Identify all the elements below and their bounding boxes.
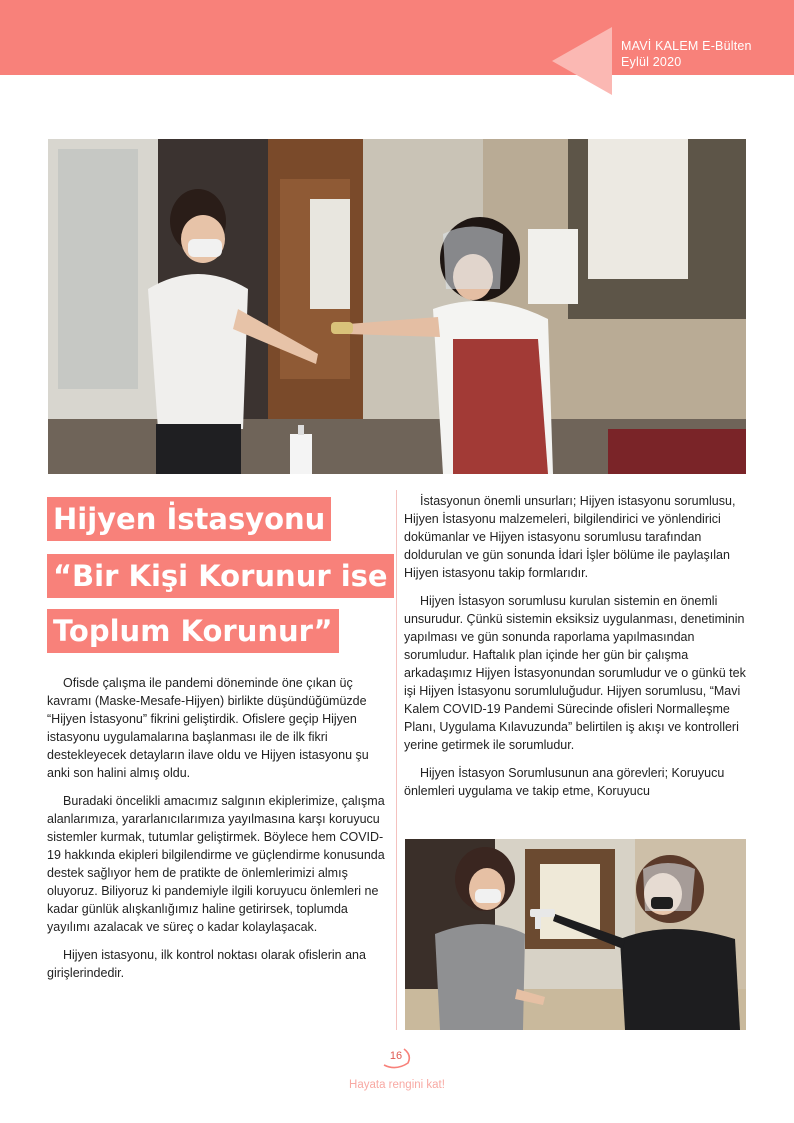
- left-paragraph: Hijyen istasyonu, ilk kontrol noktası olarak ofislerin ana girişlerindedir.: [47, 948, 366, 980]
- left-paragraph: Ofisde çalışma ile pandemi döneminde öne çıkan üç kavramı (Maske-Mesafe-Hijyen) birlikte düşündüğümüzde “Hijyen İstasyonu” fikrini geliştirdik. Ofislere geçip Hijyen istasyonu uygulamalarına başlanması ile de ilk fikri destekleyecek detayların ilave oldu ve Hijyen istasyonu şu anki son halini almış oldu.: [47, 676, 369, 780]
- right-paragraph: İstasyonun önemli unsurları; Hijyen istasyonu sorumlusu, Hijyen İstasyonu malzemeleri, bilgilendirici ve yönlendirici dokümanlar ve Hijyen istasyonu sorumlusu tarafından doldurulan ve gün sonunda İdari İşler bölüme ile paylaşılan Hijyen istasyonu takip formlarıdır.: [404, 494, 736, 580]
- hygiene-station-photo: [48, 139, 746, 474]
- header-triangle-decoration: [552, 27, 612, 95]
- brand-title: MAVİ KALEM E-Bülten: [621, 39, 752, 53]
- temperature-check-photo: [405, 839, 746, 1030]
- footer-slogan: Hayata rengini kat!: [349, 1079, 445, 1091]
- left-paragraph: Buradaki öncelikli amacımız salgının ekiplerimize, çalışma alanlarımıza, yararlanıcılarımıza yayılmasına karşı koruyucu sistemler kurmak, tutumlar geliştirmek. Böylece hem COVID-19 hakkında ekipleri bilgilendirme ve güçlendirme konusunda destek sağlıyor hem de pratikte de önlemlerimizi almış oluyoruz. Biliyoruz ki pandemiyle ilgili koruyucu önlemleri ne kadar günlük alışkanlığımız haline getirirsek, toplumda yayılımı azalacak ve süreç o kadar kolaylaşacak.: [47, 794, 385, 934]
- article-title-line-2: “Bir Kişi Korunur ise: [47, 554, 394, 598]
- page-number-text: 16: [389, 1050, 403, 1062]
- left-column: [47, 674, 387, 992]
- page-number: [378, 1045, 414, 1071]
- article-title-line-1: Hijyen İstasyonu: [47, 497, 331, 541]
- right-paragraph: Hijyen İstasyon Sorumlusunun ana görevleri; Koruyucu önlemleri uygulama ve takip etme, Koruyucu: [404, 766, 725, 798]
- header-brand: [621, 38, 752, 70]
- article-title-line-3: Toplum Korunur”: [47, 609, 339, 653]
- right-paragraph: Hijyen İstasyon sorumlusu kurulan sistemin en önemli unsurudur. Çünkü sistemin eksiksiz uygulanması, denetiminin yapılması ve gün sonunda raporlama yapılmasından sorumludur. Haftalık plan içinde her gün bir çalışma arkadaşımız Hijyen İstasyonundan sorumludur ve o günkü tek işi Hijyen İstasyonu sorumluluğudur. Hijyen sorumlusu, “Mavi Kalem COVID-19 Pandemi Sürecinde ofisleri Normalleşme Planı, Uygulama Kılavuzunda” belirtilen iş akışı ve kontrolleri yerine getirmek ile sorumludur.: [404, 594, 746, 752]
- brand-date: Eylül 2020: [621, 55, 682, 69]
- right-column: [404, 492, 746, 810]
- column-divider: [396, 490, 397, 1030]
